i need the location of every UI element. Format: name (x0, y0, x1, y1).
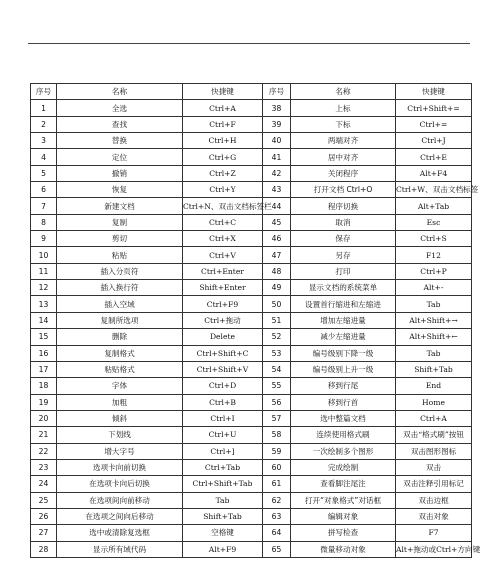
header-name-left: 名称 (57, 84, 183, 100)
cell-no-right: 64 (263, 525, 291, 541)
cell-name-right: 查看脚注尾注 (291, 476, 396, 492)
cell-name-left: 全选 (57, 100, 183, 116)
table-row (31, 133, 472, 149)
cell-name-left: 定位 (57, 149, 183, 165)
cell-name-right: 显示文档的系统菜单 (291, 280, 396, 296)
cell-no-left: 24 (31, 476, 57, 492)
cell-key-left: 空格键 (183, 525, 263, 541)
cell-key-right: End (396, 378, 472, 394)
cell-key-right: F12 (396, 247, 472, 263)
cell-name-right: 拼写检查 (291, 525, 396, 541)
cell-no-left: 22 (31, 443, 57, 459)
cell-no-left: 3 (31, 133, 57, 149)
cell-no-right: 53 (263, 345, 291, 361)
cell-key-left: Ctrl+I (183, 410, 263, 426)
table-row (31, 231, 472, 247)
cell-name-left: 插入换行符 (57, 280, 183, 296)
cell-key-left: Shift+Tab (183, 508, 263, 524)
cell-no-left: 1 (31, 100, 57, 116)
cell-key-right: Ctrl+A (396, 410, 472, 426)
cell-key-right: Ctrl+S (396, 231, 472, 247)
cell-no-right: 60 (263, 459, 291, 475)
cell-name-right: 取消 (291, 214, 396, 230)
cell-key-left: Ctrl+N、双击文档标签栏 (183, 198, 263, 214)
cell-key-right: Alt+Shift+→ (396, 312, 472, 328)
cell-name-right: 一次绘制多个图形 (291, 443, 396, 459)
cell-no-right: 48 (263, 263, 291, 279)
table-row (31, 247, 472, 263)
cell-key-right: Alt+Shift+← (396, 329, 472, 345)
cell-no-right: 41 (263, 149, 291, 165)
cell-name-left: 显示所有域代码 (57, 541, 183, 557)
cell-name-right: 另存 (291, 247, 396, 263)
cell-no-left: 10 (31, 247, 57, 263)
cell-name-right: 下标 (291, 116, 396, 132)
cell-key-left: Ctrl+Y (183, 182, 263, 198)
cell-key-left: Ctrl+Enter (183, 263, 263, 279)
cell-key-right: Ctrl+Shift+= (396, 100, 472, 116)
cell-no-left: 15 (31, 329, 57, 345)
cell-key-right: Alt+拖动或Ctrl+方向键 (396, 541, 472, 557)
cell-no-right: 63 (263, 508, 291, 524)
cell-name-left: 在选项之间向后移动 (57, 508, 183, 524)
cell-key-right: Tab (396, 296, 472, 312)
table-row (31, 116, 472, 132)
cell-name-right: 打开“对象格式”对话框 (291, 492, 396, 508)
table-row (31, 345, 472, 361)
cell-no-right: 58 (263, 427, 291, 443)
cell-key-left: Ctrl+F9 (183, 296, 263, 312)
cell-no-right: 45 (263, 214, 291, 230)
cell-name-left: 复制所选项 (57, 312, 183, 328)
cell-no-right: 40 (263, 133, 291, 149)
cell-no-right: 44 (263, 198, 291, 214)
header-no-left: 序号 (31, 84, 57, 100)
table-row (31, 476, 472, 492)
table-row (31, 427, 472, 443)
cell-name-right: 打印 (291, 263, 396, 279)
table-row (31, 296, 472, 312)
cell-key-left: Ctrl+Shift+C (183, 345, 263, 361)
cell-key-right: Esc (396, 214, 472, 230)
cell-key-left: Ctrl+Tab (183, 459, 263, 475)
cell-key-left: Ctrl+F (183, 116, 263, 132)
cell-name-right: 编辑对象 (291, 508, 396, 524)
cell-name-left: 粘贴 (57, 247, 183, 263)
cell-no-left: 4 (31, 149, 57, 165)
cell-key-left: Ctrl+B (183, 394, 263, 410)
table-row (31, 329, 472, 345)
cell-name-left: 复制格式 (57, 345, 183, 361)
cell-name-right: 居中对齐 (291, 149, 396, 165)
cell-name-left: 删除 (57, 329, 183, 345)
cell-name-left: 插入空域 (57, 296, 183, 312)
cell-key-right: Shift+Tab (396, 361, 472, 377)
header-key-right: 快捷键 (396, 84, 472, 100)
table-row (31, 312, 472, 328)
table-row (31, 525, 472, 541)
cell-no-left: 19 (31, 394, 57, 410)
cell-key-left: Ctrl+G (183, 149, 263, 165)
cell-name-left: 撤销 (57, 165, 183, 181)
table-row (31, 492, 472, 508)
cell-name-left: 复制 (57, 214, 183, 230)
cell-name-right: 选中整篇文档 (291, 410, 396, 426)
cell-name-left: 查找 (57, 116, 183, 132)
cell-no-left: 9 (31, 231, 57, 247)
cell-name-right: 增加左缩进量 (291, 312, 396, 328)
cell-key-left: Ctrl+U (183, 427, 263, 443)
cell-name-left: 下划线 (57, 427, 183, 443)
cell-no-left: 21 (31, 427, 57, 443)
table-row (31, 541, 472, 557)
cell-key-right: 双击 (396, 459, 472, 475)
cell-no-right: 62 (263, 492, 291, 508)
cell-key-right: Ctrl+W、双击文档标签 (396, 182, 472, 198)
cell-name-right: 上标 (291, 100, 396, 116)
cell-key-right: 双击边框 (396, 492, 472, 508)
cell-name-right: 编号级别下降一级 (291, 345, 396, 361)
cell-name-left: 剪切 (57, 231, 183, 247)
table-row (31, 361, 472, 377)
cell-no-right: 46 (263, 231, 291, 247)
corner-mark: . (466, 38, 468, 44)
cell-no-right: 54 (263, 361, 291, 377)
cell-no-left: 2 (31, 116, 57, 132)
cell-no-right: 42 (263, 165, 291, 181)
cell-no-right: 61 (263, 476, 291, 492)
cell-no-right: 43 (263, 182, 291, 198)
cell-name-left: 在选项卡向后切换 (57, 476, 183, 492)
cell-name-right: 完成绘制 (291, 459, 396, 475)
cell-key-left: Ctrl+A (183, 100, 263, 116)
shortcut-table (30, 83, 481, 558)
cell-no-right: 65 (263, 541, 291, 557)
cell-no-left: 7 (31, 198, 57, 214)
cell-key-right: Ctrl+J (396, 133, 472, 149)
cell-no-right: 52 (263, 329, 291, 345)
cell-name-right: 微量移动对象 (291, 541, 396, 557)
cell-no-left: 20 (31, 410, 57, 426)
cell-key-left: Delete (183, 329, 263, 345)
cell-key-left: Ctrl+X (183, 231, 263, 247)
cell-no-right: 55 (263, 378, 291, 394)
cell-name-right: 保存 (291, 231, 396, 247)
cell-key-left: Ctrl+Z (183, 165, 263, 181)
cell-name-left: 插入分页符 (57, 263, 183, 279)
cell-key-left: Ctrl+] (183, 443, 263, 459)
cell-name-left: 选项卡向前切换 (57, 459, 183, 475)
table-row (31, 280, 472, 296)
cell-no-right: 50 (263, 296, 291, 312)
cell-key-left: Ctrl+Shift+Tab (183, 476, 263, 492)
cell-no-left: 17 (31, 361, 57, 377)
cell-no-left: 26 (31, 508, 57, 524)
cell-no-right: 47 (263, 247, 291, 263)
cell-name-right: 减少左缩进量 (291, 329, 396, 345)
table-row (31, 443, 472, 459)
table-row (31, 410, 472, 426)
cell-key-right: Alt+F4 (396, 165, 472, 181)
cell-no-left: 27 (31, 525, 57, 541)
cell-key-left: Ctrl+H (183, 133, 263, 149)
table-row (31, 508, 472, 524)
cell-name-left: 恢复 (57, 182, 183, 198)
table-row (31, 394, 472, 410)
table-row (31, 263, 472, 279)
cell-key-right: F7 (396, 525, 472, 541)
cell-key-left: Tab (183, 492, 263, 508)
cell-name-left: 加粗 (57, 394, 183, 410)
cell-name-left: 字体 (57, 378, 183, 394)
cell-no-right: 56 (263, 394, 291, 410)
cell-no-right: 51 (263, 312, 291, 328)
table-row (31, 149, 472, 165)
cell-name-right: 移到行首 (291, 394, 396, 410)
cell-no-left: 16 (31, 345, 57, 361)
cell-key-right: 双击“格式刷”按钮 (396, 427, 472, 443)
cell-no-left: 12 (31, 280, 57, 296)
cell-no-left: 6 (31, 182, 57, 198)
cell-key-left: Shift+Enter (183, 280, 263, 296)
table-row (31, 165, 472, 181)
cell-name-left: 倾斜 (57, 410, 183, 426)
cell-name-left: 替换 (57, 133, 183, 149)
cell-key-left: Ctrl+Shift+V (183, 361, 263, 377)
cell-no-right: 39 (263, 116, 291, 132)
cell-name-right: 连续使用格式刷 (291, 427, 396, 443)
cell-key-right: Alt+- (396, 280, 472, 296)
cell-no-right: 57 (263, 410, 291, 426)
cell-no-right: 59 (263, 443, 291, 459)
cell-name-left: 在选项间向前移动 (57, 492, 183, 508)
header-name-right: 名称 (291, 84, 396, 100)
cell-no-right: 38 (263, 100, 291, 116)
cell-no-left: 13 (31, 296, 57, 312)
table-row (31, 198, 472, 214)
cell-name-left: 选中或清除复选框 (57, 525, 183, 541)
cell-key-left: Ctrl+拖动 (183, 312, 263, 328)
table-row (31, 459, 472, 475)
cell-key-right: Ctrl+P (396, 263, 472, 279)
cell-key-right: 双击注释引用标记 (396, 476, 472, 492)
header-key-left: 快捷键 (183, 84, 263, 100)
cell-key-right: Tab (396, 345, 472, 361)
cell-no-left: 8 (31, 214, 57, 230)
cell-no-left: 11 (31, 263, 57, 279)
cell-name-right: 移到行尾 (291, 378, 396, 394)
cell-name-right: 编号级别上升一级 (291, 361, 396, 377)
cell-name-right: 关闭程序 (291, 165, 396, 181)
cell-key-left: Alt+F9 (183, 541, 263, 557)
cell-no-left: 14 (31, 312, 57, 328)
cell-key-right: Alt+Tab (396, 198, 472, 214)
cell-no-left: 25 (31, 492, 57, 508)
table-header-row (31, 84, 472, 100)
cell-key-right: 双击图形图标 (396, 443, 472, 459)
cell-key-right: Home (396, 394, 472, 410)
cell-name-right: 设置首行缩进和左缩进 (291, 296, 396, 312)
cell-no-right: 49 (263, 280, 291, 296)
cell-name-left: 粘贴格式 (57, 361, 183, 377)
cell-no-left: 18 (31, 378, 57, 394)
table-row (31, 378, 472, 394)
cell-name-right: 两端对齐 (291, 133, 396, 149)
header-no-right: 序号 (263, 84, 291, 100)
cell-key-left: Ctrl+V (183, 247, 263, 263)
cell-name-right: 程序切换 (291, 198, 396, 214)
table-row (31, 182, 472, 198)
cell-key-right: 双击对象 (396, 508, 472, 524)
cell-key-right: Ctrl+= (396, 116, 472, 132)
cell-name-left: 增大字号 (57, 443, 183, 459)
cell-no-left: 23 (31, 459, 57, 475)
table-row (31, 214, 472, 230)
cell-key-right: Ctrl+E (396, 149, 472, 165)
cell-no-left: 28 (31, 541, 57, 557)
cell-name-right: 打开文档 Ctrl+O (291, 182, 396, 198)
cell-key-left: Ctrl+C (183, 214, 263, 230)
cell-key-left: Ctrl+D (183, 378, 263, 394)
table-row (31, 100, 472, 116)
header-rule (28, 43, 470, 44)
cell-no-left: 5 (31, 165, 57, 181)
cell-name-left: 新建文档 (57, 198, 183, 214)
